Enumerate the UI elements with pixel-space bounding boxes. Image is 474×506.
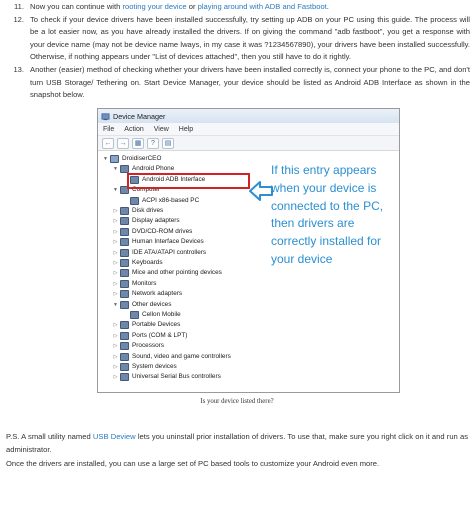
step-text-end: . — [326, 2, 329, 11]
tree-item[interactable] — [112, 237, 204, 247]
tree-item-label: Sound, video and game controllers — [132, 352, 231, 360]
device-icon — [120, 321, 129, 329]
closing-paragraph: Once the drivers are installed, you can use a large set of PC based tools to customize your Android even more. — [6, 459, 380, 468]
tree-item-label: Disk drives — [132, 207, 164, 214]
device-icon — [120, 332, 129, 340]
expand-toggle-icon[interactable]: ▷ — [113, 228, 118, 235]
expand-toggle-icon[interactable]: ▷ — [113, 353, 118, 360]
expand-toggle-icon[interactable]: ▼ — [113, 166, 118, 173]
tree-item[interactable] — [112, 268, 222, 278]
tree-item-label: ACPI x86-based PC — [142, 196, 200, 204]
tree-item-label: Universal Serial Bus controllers — [132, 373, 221, 381]
tree-item[interactable] — [112, 279, 157, 289]
device-icon — [120, 228, 129, 236]
tree-item[interactable] — [112, 258, 163, 268]
tree-item[interactable] — [112, 227, 192, 237]
device-icon — [120, 290, 129, 298]
expand-toggle-icon[interactable]: ▷ — [113, 249, 118, 256]
step-11 — [6, 1, 470, 14]
device-icon — [110, 155, 119, 163]
step-text: Another (easier) method of checking whether your drivers have been installed correctly is, connect your phone to the PC, and don't turn USB Storage/ Tethering on. Start Device Manager, your device should be listed as Android ADB Interface as shown in the snapshot below. — [30, 64, 470, 100]
tree-item[interactable] — [112, 372, 221, 382]
tree-item-label: IDE ATA/ATAPI controllers — [132, 248, 207, 256]
expand-toggle-icon[interactable]: ▷ — [113, 270, 118, 277]
tree-item[interactable] — [102, 154, 161, 164]
rooting-device-link[interactable]: rooting your device — [122, 2, 187, 11]
tree-item-label: Portable Devices — [132, 321, 181, 329]
tree-item[interactable] — [112, 362, 177, 372]
callout-annotation: If this entry appears when your device is connected to the PC, then drivers are correctly installed for your device — [271, 163, 384, 266]
expand-toggle-icon[interactable]: ▼ — [113, 301, 118, 308]
tree-item-label: Android ADB Interface — [142, 175, 206, 183]
device-icon — [120, 353, 129, 361]
expand-toggle-icon[interactable]: ▼ — [113, 187, 118, 194]
step-12 — [6, 14, 470, 64]
device-icon — [120, 301, 129, 309]
tree-item-label: Display adapters — [132, 217, 180, 225]
device-icon — [130, 197, 139, 205]
tree-item[interactable] — [112, 248, 206, 258]
step-13 — [6, 64, 470, 102]
step-text: To check if your device drivers have been installed successfully, try setting up ADB on your PC using this guide. The process will be a lot easier now, as you have already installed the drivers. If on giving the command "adb fastboot", you get a response with your device name (may not be device name lways, in my case it was ?1234567890), your drivers have been installed successfully. Otherwise, if nothing appears under "List of devices attached", then you still have to do it rightly. — [30, 14, 470, 62]
tree-item-label: DVD/CD-ROM drives — [132, 227, 193, 235]
expand-toggle-icon[interactable]: ▷ — [113, 322, 118, 329]
tree-item-label: Human Interface Devices — [132, 238, 204, 246]
tree-item[interactable] — [112, 216, 180, 226]
tree-item[interactable] — [112, 331, 187, 341]
tree-item-label: Monitors — [132, 279, 157, 287]
expand-toggle-icon[interactable]: ▷ — [113, 374, 118, 381]
back-arrow-icon[interactable]: ← — [102, 138, 114, 149]
menu-view[interactable]: View — [153, 125, 169, 133]
window-titlebar — [98, 109, 399, 123]
tree-item-label: System devices — [132, 363, 177, 370]
tree-item[interactable] — [112, 206, 163, 216]
expand-toggle-icon[interactable]: ▼ — [103, 156, 108, 162]
tree-item-label: Other devices — [132, 300, 172, 308]
instruction-steps — [6, 0, 470, 102]
tree-item-label: Android Phone — [132, 165, 175, 173]
device-icon — [120, 217, 129, 225]
step-text-mid: or — [186, 2, 198, 11]
step-text — [30, 1, 470, 14]
tree-item[interactable] — [122, 310, 181, 320]
device-icon — [120, 238, 129, 246]
expand-toggle-icon[interactable]: ▷ — [113, 218, 118, 225]
step-text-start: Now you can continue with — [30, 2, 123, 11]
expand-toggle-icon[interactable]: ▷ — [113, 332, 118, 339]
menu-help[interactable]: Help — [178, 125, 194, 133]
tree-item-label: Ports (COM & LPT) — [132, 331, 188, 339]
ps-paragraph — [6, 431, 468, 456]
expand-toggle-icon[interactable]: ▷ — [113, 280, 118, 287]
tree-item-label: Processors — [132, 342, 164, 350]
device-icon — [120, 363, 129, 371]
device-manager-screenshot — [97, 108, 400, 393]
expand-toggle-icon[interactable]: ▷ — [113, 291, 118, 298]
expand-toggle-icon[interactable]: ▷ — [113, 208, 118, 214]
tree-item-label: Keyboards — [132, 259, 163, 266]
device-icon — [120, 269, 129, 277]
forward-arrow-icon[interactable]: → — [117, 138, 129, 149]
tree-item[interactable] — [122, 196, 199, 206]
device-icon — [120, 207, 129, 215]
device-icon — [120, 280, 129, 288]
step-number: 11. — [14, 2, 24, 11]
device-manager-icon — [101, 112, 110, 121]
view-icon[interactable]: ▤ — [162, 138, 174, 149]
usb-deview-link[interactable]: USB Deview — [92, 432, 136, 441]
device-icon — [120, 249, 129, 257]
expand-toggle-icon[interactable]: ▷ — [113, 239, 118, 246]
expand-toggle-icon[interactable]: ▷ — [113, 364, 118, 370]
device-icon — [130, 311, 139, 319]
expand-toggle-icon[interactable]: ▷ — [113, 343, 118, 350]
device-icon — [120, 259, 129, 267]
window-title: Device Manager — [113, 111, 166, 121]
ps-text-start: P.S. A small utility named — [6, 432, 93, 441]
adb-fastboot-link[interactable]: playing around with ADB and Fastboot — [197, 2, 327, 11]
tree-item-label: Computer — [132, 186, 161, 194]
tree-item-label: Cellon Mobile — [142, 311, 181, 318]
menu-file[interactable]: File — [103, 125, 115, 133]
tree-item-label: Network adapters — [132, 290, 183, 298]
menu-action[interactable]: Action — [124, 125, 144, 133]
adb-interface-highlight — [127, 173, 250, 189]
tree-item[interactable] — [112, 300, 171, 310]
step-number: 13. — [13, 64, 24, 74]
toolbar — [98, 136, 399, 151]
tree-item[interactable] — [112, 289, 182, 299]
properties-icon[interactable]: ▦ — [132, 138, 144, 149]
ps-text-end: lets you uninstall prior installation of drivers. To use that, make sure you right click on it and run as administrator. — [6, 432, 468, 454]
tree-item-label: Mice and other pointing devices — [132, 269, 222, 277]
tree-item[interactable] — [112, 320, 180, 330]
device-icon — [120, 373, 129, 381]
device-icon — [120, 342, 129, 350]
tree-item[interactable] — [112, 352, 231, 362]
step-number: 12. — [13, 14, 24, 24]
tree-item-label: DroidiserCEO — [122, 155, 162, 162]
help-icon[interactable]: ? — [147, 138, 159, 149]
expand-toggle-icon[interactable]: ▷ — [113, 260, 118, 266]
menu-bar — [98, 123, 399, 136]
image-caption: Is your device listed there? — [200, 398, 274, 405]
tree-item[interactable] — [112, 341, 164, 351]
